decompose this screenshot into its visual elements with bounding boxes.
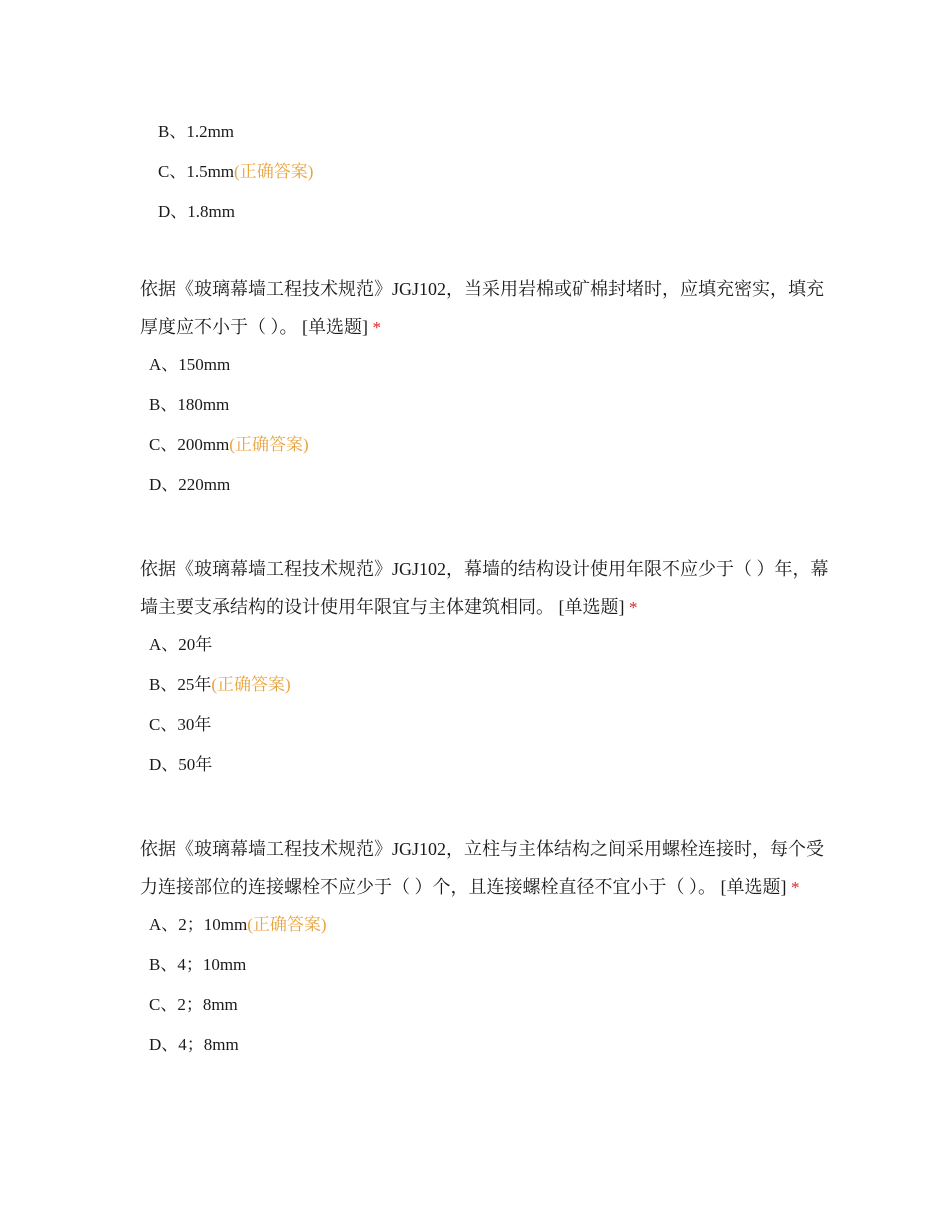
option-label: C、30年: [149, 715, 212, 734]
required-mark: *: [629, 598, 638, 617]
question-text: [140, 270, 830, 347]
option-b[interactable]: [149, 395, 830, 415]
option-list: [140, 635, 830, 775]
option-label: D、4；8mm: [149, 1035, 239, 1054]
option-b[interactable]: [149, 675, 830, 695]
option-label: D、1.8mm: [158, 202, 235, 221]
question-block: [140, 550, 830, 775]
option-label: B、4；10mm: [149, 955, 247, 974]
option-label: D、220mm: [149, 475, 231, 494]
option-d[interactable]: [149, 475, 830, 495]
option-label: D、50年: [149, 755, 213, 774]
option-c[interactable]: [158, 162, 313, 182]
question-block: [140, 830, 830, 1055]
option-c[interactable]: [149, 995, 830, 1015]
question-stem: 依据《玻璃幕墙工程技术规范》JGJ102，立柱与主体结构之间采用螺栓连接时，每个受力连接部位的连接螺栓不应少于（ ）个，且连接螺栓直径不宜小于（ ）。: [140, 839, 825, 897]
required-mark: *: [372, 318, 381, 337]
option-d[interactable]: [149, 755, 830, 775]
correct-answer-tag: (正确答案): [234, 162, 314, 181]
question-type-tag: [单选题]: [558, 597, 625, 617]
option-d[interactable]: [158, 202, 313, 222]
correct-answer-tag: (正确答案): [229, 435, 309, 454]
option-label: A、150mm: [149, 355, 231, 374]
option-list: [149, 122, 313, 222]
option-c[interactable]: [149, 435, 830, 455]
option-label: A、2；10mm: [149, 915, 248, 934]
option-list: [140, 915, 830, 1055]
question-block: [140, 270, 830, 495]
option-d[interactable]: [149, 1035, 830, 1055]
question-type-tag: [单选题]: [720, 877, 787, 897]
option-b[interactable]: [149, 955, 830, 975]
option-a[interactable]: [149, 915, 830, 935]
option-label: B、25年: [149, 675, 212, 694]
option-c[interactable]: [149, 715, 830, 735]
correct-answer-tag: (正确答案): [247, 915, 327, 934]
question-text: [140, 550, 830, 627]
question-stem: 依据《玻璃幕墙工程技术规范》JGJ102，当采用岩棉或矿棉封堵时，应填充密实，填充厚度应不小于（ ）。: [140, 279, 825, 337]
option-label: B、1.2mm: [158, 122, 235, 141]
option-label: A、20年: [149, 635, 213, 654]
question-text: [140, 830, 830, 907]
option-label: C、2；8mm: [149, 995, 238, 1014]
option-label: C、1.5mm: [158, 162, 235, 181]
question-stem: 依据《玻璃幕墙工程技术规范》JGJ102，幕墙的结构设计使用年限不应少于（ ）年，幕墙主要支承结构的设计使用年限宜与主体建筑相同。: [140, 559, 829, 617]
question-type-tag: [单选题]: [302, 317, 368, 337]
option-list: [140, 355, 830, 495]
required-mark: *: [791, 878, 800, 897]
option-a[interactable]: [149, 635, 830, 655]
option-label: B、180mm: [149, 395, 230, 414]
option-b[interactable]: [158, 122, 313, 142]
correct-answer-tag: (正确答案): [211, 675, 291, 694]
option-label: C、200mm: [149, 435, 230, 454]
option-a[interactable]: [149, 355, 830, 375]
